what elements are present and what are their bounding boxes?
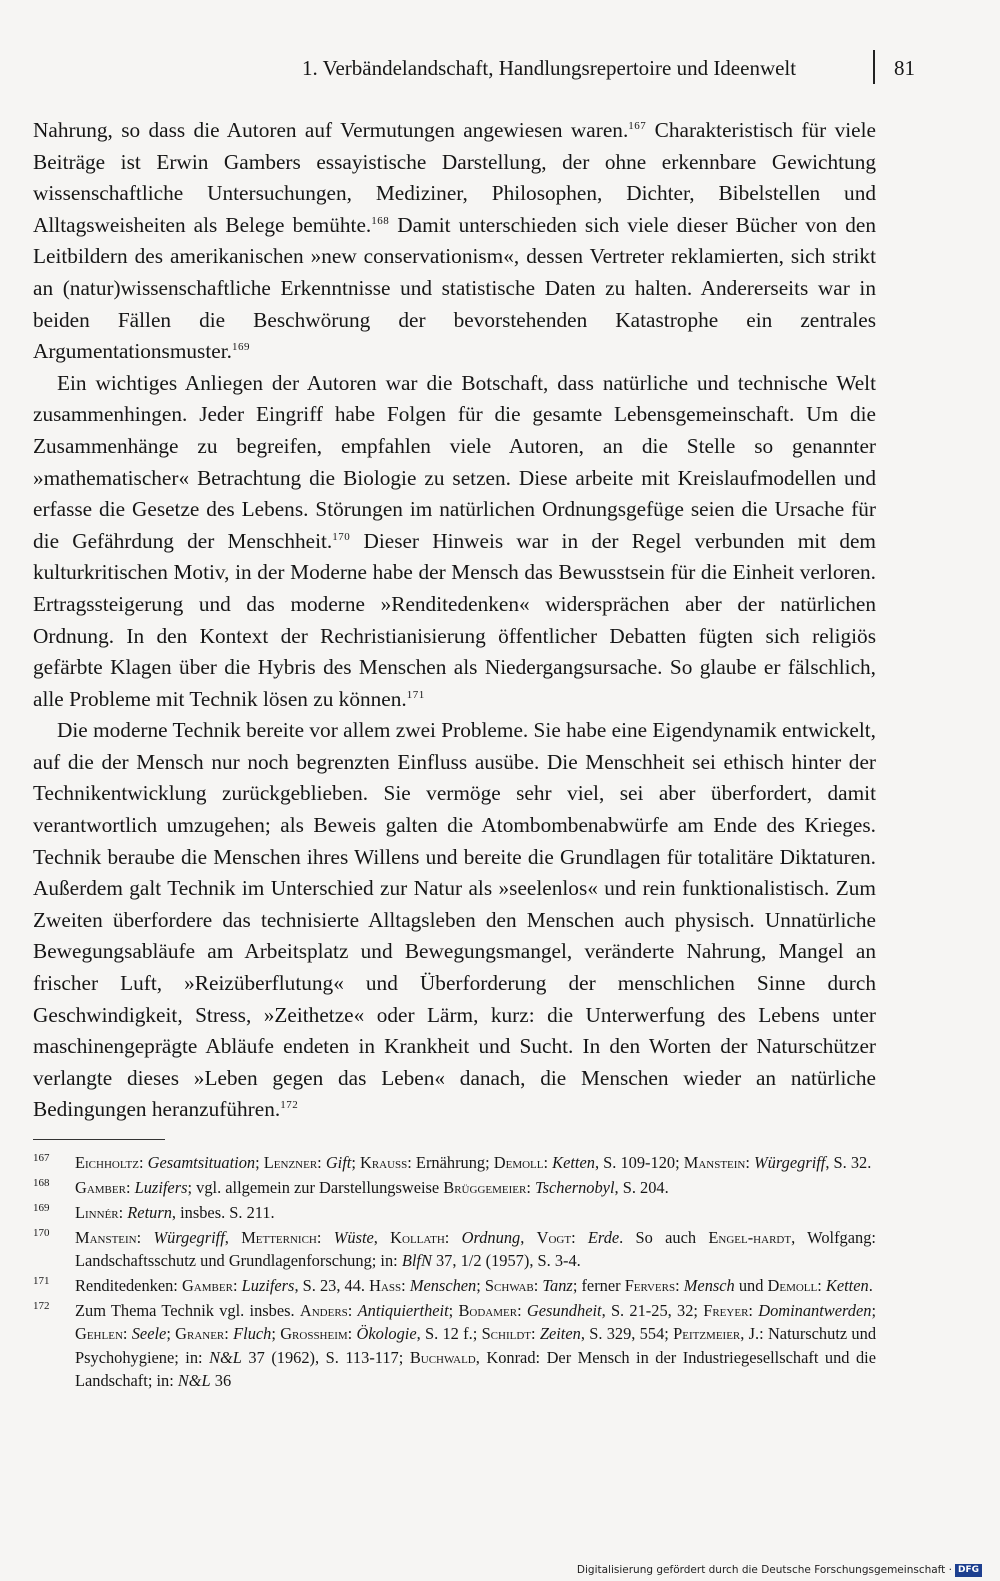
footnote-ref-172[interactable]: 172 bbox=[280, 1099, 299, 1112]
digitization-text: Digitalisierung gefördert durch die Deutsche Forschungsgemeinschaft · bbox=[576, 1564, 952, 1576]
short-title: Gesamtsituation bbox=[147, 1153, 256, 1172]
text-run: Ein wichtiges Anliegen der Autoren war die Botschaft, dass natürliche und technische Welt zusammenhingen. Jeder Eingriff habe Folgen für die gesamte Lebensgemeinschaft. Um die Zusammenhänge zu begreifen, empfahlen viele Autoren, an die Stelle so genannter »mathematischer« Betrachtung die Biologie zu setzen. Diese arbeite mit Kreislaufmodellen und erfasse die Gesetze des Lebens. Störungen im natürlichen Ordnungsgefüge seien die Ursache für die Gefährdung der Menschheit. bbox=[33, 370, 876, 553]
footnote-separator bbox=[33, 1139, 165, 1140]
footnote-number: 172 bbox=[33, 1299, 50, 1312]
journal-title: N&L bbox=[177, 1371, 211, 1391]
text-run: : bbox=[571, 1227, 588, 1247]
text-run: : bbox=[675, 1276, 684, 1296]
text-run: 36 bbox=[210, 1371, 232, 1391]
short-title: Ordnung bbox=[461, 1227, 521, 1247]
text-run: ; bbox=[271, 1324, 281, 1344]
text-run: Charakteristisch für viele Beiträge ist Erwin Gambers essayistische Darstellung, der ohne erkennbare Gewichtung wissenschaftliche Untersuchungen, Mediziner, Philosophen, Dichter, Bibelstellen und Alltagsweisheiten als Belege bemühte. bbox=[33, 118, 876, 237]
footnote-ref-168[interactable]: 168 bbox=[371, 214, 390, 227]
author: Anders bbox=[299, 1300, 348, 1320]
text-run: : bbox=[543, 1153, 553, 1172]
author: Krauss bbox=[359, 1153, 408, 1172]
author: Grossheim bbox=[280, 1324, 348, 1344]
text-run: Zum Thema Technik vgl. insbes. bbox=[75, 1300, 300, 1320]
author: Graner bbox=[175, 1324, 225, 1344]
text-run: : bbox=[232, 1276, 242, 1296]
text-run: 37, 1/2 (1957), S. 3-4. bbox=[431, 1251, 581, 1271]
footnote-ref-171[interactable]: 171 bbox=[406, 688, 425, 701]
short-title: Ketten bbox=[825, 1276, 869, 1296]
short-title: Gesundheit bbox=[526, 1300, 602, 1320]
text-run: : bbox=[122, 1324, 132, 1344]
short-title: Return bbox=[127, 1202, 172, 1222]
author: Freyer bbox=[703, 1300, 749, 1320]
short-title: Fluch bbox=[233, 1324, 272, 1344]
author: Gamber bbox=[75, 1177, 126, 1197]
text-run: : bbox=[531, 1324, 540, 1344]
text-run: ; vgl. allgemein zur Darstellungsweise bbox=[187, 1177, 444, 1197]
text-run: : bbox=[748, 1300, 759, 1320]
running-head bbox=[290, 50, 915, 86]
author: Kollath bbox=[390, 1227, 445, 1247]
text-run: . bbox=[868, 1276, 873, 1296]
author: Metternich bbox=[241, 1227, 317, 1247]
text-run: , bbox=[373, 1227, 391, 1247]
text-run: : bbox=[745, 1153, 755, 1172]
text-run: ; bbox=[871, 1300, 877, 1320]
short-title: Erde bbox=[587, 1227, 620, 1247]
footnote-ref-167[interactable]: 167 bbox=[628, 120, 647, 132]
author: Buchwald bbox=[409, 1347, 476, 1367]
footnote-number: 168 bbox=[33, 1176, 50, 1189]
text-run: , S. 12 f.; bbox=[416, 1324, 482, 1344]
footnote-171 bbox=[33, 1274, 876, 1297]
short-title: Ökologie bbox=[356, 1324, 417, 1344]
dfg-logo: DFG bbox=[955, 1564, 982, 1577]
paragraph-3 bbox=[33, 715, 876, 1126]
text-run: ; bbox=[166, 1324, 176, 1344]
text-run: : bbox=[125, 1177, 135, 1197]
short-title: Seele bbox=[131, 1324, 167, 1344]
text-run: : Ernährung; bbox=[407, 1153, 494, 1172]
author: Linnér bbox=[75, 1202, 119, 1222]
text-run: , S. 21-25, 32; bbox=[601, 1300, 704, 1320]
footnote-ref-170[interactable]: 170 bbox=[332, 530, 351, 543]
header-divider bbox=[873, 50, 875, 84]
footnote-number: 171 bbox=[33, 1275, 50, 1288]
short-title: Wüste bbox=[333, 1227, 374, 1247]
journal-title: BlfN bbox=[401, 1251, 432, 1271]
text-run: , bbox=[520, 1227, 537, 1247]
text-run: Dieser Hinweis war in der Regel verbunden mit dem kulturkritischen Motiv, in der Moderne habe der Mensch das Bewusstsein für die Einheit verloren. Ertragssteigerung und das moderne »Renditedenken« widersprächen aber der natürlichen Ordnung. In den Kontext der Rechristianisierung öffentlicher Debatten fügten sich religiös gefärbte Klagen über die Hybris des Menschen als Niedergangsursache. So glaube er fälschlich, alle Probleme mit Technik lösen zu können. bbox=[33, 528, 876, 711]
text-run: ; bbox=[351, 1153, 360, 1172]
main-text bbox=[33, 115, 876, 1126]
footnotes bbox=[33, 1151, 876, 1394]
short-title: Würgegriff bbox=[153, 1227, 225, 1247]
short-title: Dominantwerden bbox=[758, 1300, 872, 1320]
footnote-168 bbox=[33, 1176, 876, 1199]
text-run: ; ferner bbox=[572, 1276, 625, 1296]
short-title: Gift bbox=[325, 1153, 352, 1172]
text-run: , S. 32. bbox=[825, 1153, 872, 1172]
short-title: Mensch bbox=[683, 1276, 735, 1296]
footnote-172 bbox=[33, 1299, 876, 1393]
author: Peitzmeier bbox=[673, 1324, 741, 1344]
text-run: : bbox=[139, 1153, 148, 1172]
footnote-number: 169 bbox=[33, 1201, 50, 1214]
text-run: : bbox=[526, 1177, 535, 1197]
text-run: : bbox=[401, 1276, 410, 1296]
text-run: : bbox=[444, 1227, 462, 1247]
text-run: Die moderne Technik bereite vor allem zwei Probleme. Sie habe eine Eigendynamik entwickelt, auf die der Mensch nur noch begrenzten Einfluss ausübe. Die Menschheit sei ethisch hinter der Technikentwicklung zurückgeblieben. Sie vermöge sehr viel, sei aber überfordert, damit verantwortlich umzugehen; als Beweis galten die Atombombenabwürfe am Ende des Krieges. Technik beraube die Menschen ihres Willens und bereite die Grundlagen für totalitäre Diktaturen. Außerdem galt Technik im Unterschied zur Natur als »seelenlos« und rein funktionalistisch. Zum Zweiten überfordere das technisierte Alltagsleben den Menschen auch physisch. Unnatürliche Bewegungsabläufe am Arbeitsplatz und Bewegungsmangel, veränderte Nahrung, Mangel an frischer Luft, »Reizüberflutung« und Überforderung der menschlichen Sinne durch Geschwindigkeit, Stress, »Zeithetze« oder Lärm, kurz: die Unterwerfung des Lebens unter maschinengeprägte Abläufe endeten in Krankheit und Sucht. In den Worten der Naturschützer verlangte dieses »Leben gegen das Leben« danach, die Menschen wieder an natürliche Bedingungen heranzuführen. bbox=[33, 718, 876, 1122]
text-run: ; bbox=[476, 1276, 485, 1296]
author: Bodamer bbox=[458, 1300, 518, 1320]
text-run: , S. 23, 44. bbox=[294, 1276, 370, 1296]
short-title: Tschernobyl bbox=[534, 1177, 615, 1197]
short-title: Antiquiertheit bbox=[357, 1300, 449, 1320]
short-title: Luzifers bbox=[241, 1276, 295, 1296]
text-run: , S. 204. bbox=[614, 1177, 669, 1197]
text-run: 37 (1962), S. 113-117; bbox=[241, 1347, 410, 1367]
author: Demoll bbox=[767, 1276, 818, 1296]
short-title: Ketten bbox=[552, 1153, 595, 1172]
text-run: : bbox=[118, 1202, 128, 1222]
paragraph-2 bbox=[33, 368, 876, 716]
text-run: : bbox=[533, 1276, 543, 1296]
text-run: : bbox=[517, 1300, 527, 1320]
paragraph-1 bbox=[33, 115, 876, 368]
text-run: : bbox=[347, 1324, 357, 1344]
author: Demoll bbox=[493, 1153, 544, 1172]
text-run: , bbox=[224, 1227, 242, 1247]
author: Gehlen bbox=[75, 1324, 123, 1344]
text-run: : bbox=[316, 1227, 334, 1247]
short-title: Luzifers bbox=[134, 1177, 188, 1197]
text-run: , J.: Naturschutz und Psychohygiene; in: bbox=[75, 1324, 877, 1367]
short-title: Tanz bbox=[542, 1276, 573, 1296]
author: Lenzner bbox=[263, 1153, 318, 1172]
text-run: : bbox=[347, 1300, 358, 1320]
text-run: : bbox=[317, 1153, 326, 1172]
digitization-notice bbox=[577, 1561, 982, 1579]
author: Schildt bbox=[481, 1324, 532, 1344]
text-run: ; bbox=[255, 1153, 264, 1172]
author: Brüggemeier bbox=[443, 1177, 527, 1197]
text-run: : bbox=[224, 1324, 234, 1344]
page-number: 81 bbox=[894, 56, 915, 80]
journal-title: N&L bbox=[209, 1347, 242, 1367]
author: Hass bbox=[369, 1276, 402, 1296]
footnote-number: 167 bbox=[33, 1152, 50, 1164]
text-run: . So auch bbox=[619, 1227, 709, 1247]
short-title: Zeiten bbox=[539, 1324, 581, 1344]
author: Vogt bbox=[536, 1227, 572, 1247]
author: Eichholtz bbox=[75, 1153, 139, 1172]
footnote-number: 170 bbox=[33, 1226, 50, 1239]
author: Schwab bbox=[484, 1276, 534, 1296]
short-title: Würgegriff bbox=[754, 1153, 826, 1172]
text-run: : bbox=[136, 1227, 154, 1247]
text-run: , S. 329, 554; bbox=[580, 1324, 674, 1344]
running-title: 1. Verbändelandschaft, Handlungsrepertoire und Ideenwelt bbox=[302, 56, 797, 80]
text-run: Nahrung, so dass die Autoren auf Vermutungen angewiesen waren. bbox=[33, 118, 629, 142]
text-run: Renditedenken: bbox=[75, 1276, 182, 1296]
text-run: , S. 109-120; bbox=[594, 1153, 684, 1172]
text-run: und bbox=[734, 1276, 768, 1296]
short-title: Menschen bbox=[409, 1276, 477, 1296]
author: Fervers bbox=[624, 1276, 676, 1296]
text-run: : bbox=[817, 1276, 826, 1296]
footnote-170 bbox=[33, 1226, 876, 1273]
text-run: ; bbox=[448, 1300, 459, 1320]
text-run: , Wolfgang: Landschaftsschutz und Grundlagenforschung; in: bbox=[75, 1227, 876, 1271]
footnote-ref-169[interactable]: 169 bbox=[231, 341, 250, 354]
footnote-169 bbox=[33, 1201, 876, 1224]
author: Engel-hardt bbox=[708, 1227, 792, 1247]
author: Manstein bbox=[683, 1153, 746, 1172]
text-run: Damit unterschieden sich viele dieser Bücher von den Leitbildern des amerikanischen »new conservationism«, dessen Vertreter reklamierten, sich strikt an (natur)wissenschaftliche Erkenntnisse und statistische Daten zu halten. Andererseits war in beiden Fällen die Beschwörung der bevorstehenden Katastrophe ein zentrales Argumentationsmuster. bbox=[33, 212, 876, 364]
author: Gamber bbox=[181, 1276, 233, 1296]
text-run: , insbes. S. 211. bbox=[171, 1202, 275, 1222]
author: Manstein bbox=[75, 1227, 137, 1247]
footnote-167 bbox=[33, 1151, 876, 1174]
text-run: , Konrad: Der Mensch in der Industriegesellschaft und die Landschaft; in: bbox=[75, 1347, 876, 1391]
